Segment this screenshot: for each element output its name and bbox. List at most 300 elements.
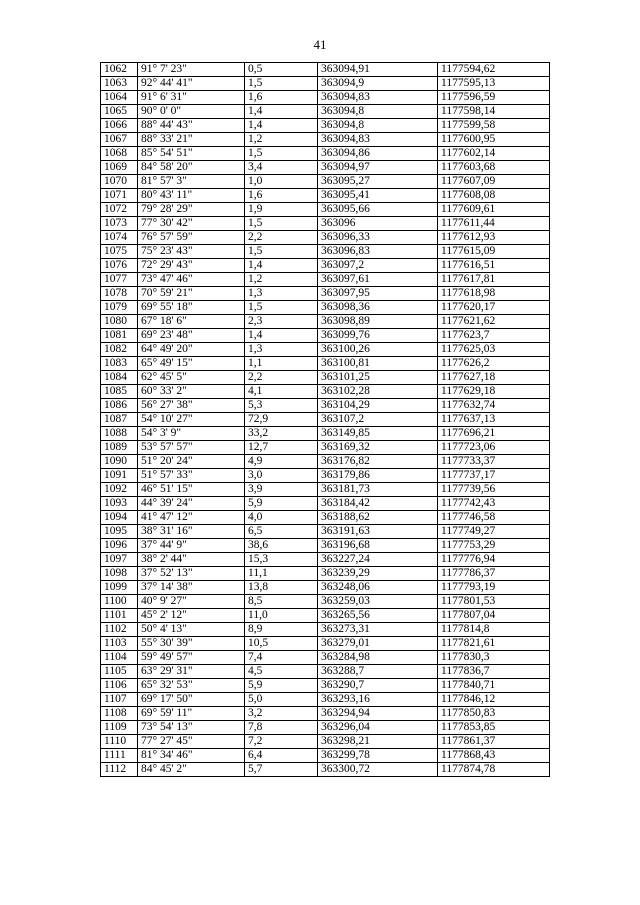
angle-cell: 45° 2' 12"	[138, 609, 245, 623]
x-coordinate-cell: 363176,82	[318, 455, 438, 469]
angle-cell: 84° 45' 2"	[138, 763, 245, 777]
distance-cell: 5,7	[245, 763, 318, 777]
point-number-cell: 1075	[101, 245, 138, 259]
distance-cell: 4,9	[245, 455, 318, 469]
angle-cell: 37° 52' 13"	[138, 567, 245, 581]
table-row	[101, 581, 550, 595]
y-coordinate-cell: 1177850,83	[438, 707, 550, 721]
distance-cell: 7,2	[245, 735, 318, 749]
angle-cell: 76° 57' 59"	[138, 231, 245, 245]
table-row	[101, 483, 550, 497]
point-number-cell: 1069	[101, 161, 138, 175]
x-coordinate-cell: 363102,28	[318, 385, 438, 399]
distance-cell: 1,5	[245, 147, 318, 161]
table-row	[101, 511, 550, 525]
table-row	[101, 455, 550, 469]
point-number-cell: 1076	[101, 259, 138, 273]
angle-cell: 50° 4' 13"	[138, 623, 245, 637]
y-coordinate-cell: 1177629,18	[438, 385, 550, 399]
angle-cell: 80° 43' 11"	[138, 189, 245, 203]
point-number-cell: 1101	[101, 609, 138, 623]
y-coordinate-cell: 1177874,78	[438, 763, 550, 777]
table-row	[101, 161, 550, 175]
point-number-cell: 1096	[101, 539, 138, 553]
angle-cell: 73° 54' 13"	[138, 721, 245, 735]
y-coordinate-cell: 1177840,71	[438, 679, 550, 693]
table-row	[101, 301, 550, 315]
distance-cell: 6,4	[245, 749, 318, 763]
x-coordinate-cell: 363107,2	[318, 413, 438, 427]
table-row	[101, 287, 550, 301]
point-number-cell: 1103	[101, 637, 138, 651]
x-coordinate-cell: 363288,7	[318, 665, 438, 679]
distance-cell: 1,5	[245, 217, 318, 231]
table-row	[101, 525, 550, 539]
y-coordinate-cell: 1177602,14	[438, 147, 550, 161]
table-row	[101, 105, 550, 119]
table-row	[101, 357, 550, 371]
point-number-cell: 1105	[101, 665, 138, 679]
x-coordinate-cell: 363196,68	[318, 539, 438, 553]
point-number-cell: 1078	[101, 287, 138, 301]
x-coordinate-cell: 363104,29	[318, 399, 438, 413]
point-number-cell: 1102	[101, 623, 138, 637]
table-row	[101, 315, 550, 329]
y-coordinate-cell: 1177609,61	[438, 203, 550, 217]
distance-cell: 72,9	[245, 413, 318, 427]
table-row	[101, 63, 550, 77]
distance-cell: 1,0	[245, 175, 318, 189]
point-number-cell: 1066	[101, 119, 138, 133]
angle-cell: 81° 57' 3"	[138, 175, 245, 189]
table-row	[101, 371, 550, 385]
table-row	[101, 385, 550, 399]
y-coordinate-cell: 1177626,2	[438, 357, 550, 371]
angle-cell: 54° 10' 27"	[138, 413, 245, 427]
table-row	[101, 441, 550, 455]
y-coordinate-cell: 1177595,13	[438, 77, 550, 91]
point-number-cell: 1111	[101, 749, 138, 763]
x-coordinate-cell: 363094,86	[318, 147, 438, 161]
y-coordinate-cell: 1177627,18	[438, 371, 550, 385]
distance-cell: 7,4	[245, 651, 318, 665]
x-coordinate-cell: 363095,27	[318, 175, 438, 189]
y-coordinate-cell: 1177611,44	[438, 217, 550, 231]
point-number-cell: 1067	[101, 133, 138, 147]
distance-cell: 11,0	[245, 609, 318, 623]
x-coordinate-cell: 363094,97	[318, 161, 438, 175]
angle-cell: 69° 55' 18"	[138, 301, 245, 315]
table-row	[101, 273, 550, 287]
y-coordinate-cell: 1177620,17	[438, 301, 550, 315]
angle-cell: 38° 2' 44"	[138, 553, 245, 567]
table-row	[101, 721, 550, 735]
point-number-cell: 1082	[101, 343, 138, 357]
y-coordinate-cell: 1177696,21	[438, 427, 550, 441]
x-coordinate-cell: 363101,25	[318, 371, 438, 385]
distance-cell: 38,6	[245, 539, 318, 553]
angle-cell: 69° 59' 11"	[138, 707, 245, 721]
table-row	[101, 707, 550, 721]
x-coordinate-cell: 363094,8	[318, 119, 438, 133]
point-number-cell: 1070	[101, 175, 138, 189]
angle-cell: 69° 17' 50"	[138, 693, 245, 707]
table-row	[101, 399, 550, 413]
table-row	[101, 427, 550, 441]
distance-cell: 10,5	[245, 637, 318, 651]
point-number-cell: 1099	[101, 581, 138, 595]
point-number-cell: 1092	[101, 483, 138, 497]
table-row	[101, 735, 550, 749]
distance-cell: 1,6	[245, 91, 318, 105]
table-row	[101, 665, 550, 679]
x-coordinate-cell: 363279,01	[318, 637, 438, 651]
distance-cell: 2,3	[245, 315, 318, 329]
table-row	[101, 91, 550, 105]
distance-cell: 4,0	[245, 511, 318, 525]
angle-cell: 79° 28' 29"	[138, 203, 245, 217]
x-coordinate-cell: 363239,29	[318, 567, 438, 581]
y-coordinate-cell: 1177846,12	[438, 693, 550, 707]
table-row	[101, 245, 550, 259]
x-coordinate-cell: 363293,16	[318, 693, 438, 707]
distance-cell: 33,2	[245, 427, 318, 441]
x-coordinate-cell: 363181,73	[318, 483, 438, 497]
table-row	[101, 259, 550, 273]
coordinates-table-body	[101, 63, 550, 777]
distance-cell: 3,0	[245, 469, 318, 483]
x-coordinate-cell: 363094,83	[318, 91, 438, 105]
distance-cell: 15,3	[245, 553, 318, 567]
y-coordinate-cell: 1177853,85	[438, 721, 550, 735]
distance-cell: 2,2	[245, 371, 318, 385]
y-coordinate-cell: 1177830,3	[438, 651, 550, 665]
point-number-cell: 1087	[101, 413, 138, 427]
distance-cell: 7,8	[245, 721, 318, 735]
angle-cell: 70° 59' 21"	[138, 287, 245, 301]
distance-cell: 3,2	[245, 707, 318, 721]
angle-cell: 77° 30' 42"	[138, 217, 245, 231]
point-number-cell: 1062	[101, 63, 138, 77]
y-coordinate-cell: 1177623,7	[438, 329, 550, 343]
angle-cell: 37° 14' 38"	[138, 581, 245, 595]
distance-cell: 12,7	[245, 441, 318, 455]
table-row	[101, 609, 550, 623]
x-coordinate-cell: 363094,8	[318, 105, 438, 119]
distance-cell: 1,2	[245, 273, 318, 287]
table-row	[101, 763, 550, 777]
x-coordinate-cell: 363184,42	[318, 497, 438, 511]
point-number-cell: 1085	[101, 385, 138, 399]
point-number-cell: 1093	[101, 497, 138, 511]
distance-cell: 8,9	[245, 623, 318, 637]
y-coordinate-cell: 1177600,95	[438, 133, 550, 147]
angle-cell: 64° 49' 20"	[138, 343, 245, 357]
distance-cell: 5,0	[245, 693, 318, 707]
y-coordinate-cell: 1177814,8	[438, 623, 550, 637]
angle-cell: 51° 20' 24"	[138, 455, 245, 469]
point-number-cell: 1071	[101, 189, 138, 203]
distance-cell: 6,5	[245, 525, 318, 539]
y-coordinate-cell: 1177625,03	[438, 343, 550, 357]
x-coordinate-cell: 363098,89	[318, 315, 438, 329]
distance-cell: 1,4	[245, 259, 318, 273]
point-number-cell: 1086	[101, 399, 138, 413]
point-number-cell: 1068	[101, 147, 138, 161]
angle-cell: 51° 57' 33"	[138, 469, 245, 483]
x-coordinate-cell: 363099,76	[318, 329, 438, 343]
table-row	[101, 651, 550, 665]
x-coordinate-cell: 363097,95	[318, 287, 438, 301]
distance-cell: 1,5	[245, 245, 318, 259]
angle-cell: 84° 58' 20"	[138, 161, 245, 175]
angle-cell: 56° 27' 38"	[138, 399, 245, 413]
y-coordinate-cell: 1177733,37	[438, 455, 550, 469]
y-coordinate-cell: 1177607,09	[438, 175, 550, 189]
angle-cell: 65° 49' 15"	[138, 357, 245, 371]
table-row	[101, 749, 550, 763]
angle-cell: 69° 23' 48"	[138, 329, 245, 343]
x-coordinate-cell: 363227,24	[318, 553, 438, 567]
x-coordinate-cell: 363298,21	[318, 735, 438, 749]
y-coordinate-cell: 1177616,51	[438, 259, 550, 273]
x-coordinate-cell: 363096,33	[318, 231, 438, 245]
point-number-cell: 1112	[101, 763, 138, 777]
distance-cell: 3,4	[245, 161, 318, 175]
y-coordinate-cell: 1177801,53	[438, 595, 550, 609]
distance-cell: 1,4	[245, 105, 318, 119]
x-coordinate-cell: 363179,86	[318, 469, 438, 483]
y-coordinate-cell: 1177742,43	[438, 497, 550, 511]
angle-cell: 65° 32' 53"	[138, 679, 245, 693]
point-number-cell: 1065	[101, 105, 138, 119]
distance-cell: 1,1	[245, 357, 318, 371]
point-number-cell: 1095	[101, 525, 138, 539]
x-coordinate-cell: 363273,31	[318, 623, 438, 637]
x-coordinate-cell: 363095,41	[318, 189, 438, 203]
point-number-cell: 1084	[101, 371, 138, 385]
coordinates-table	[100, 62, 550, 777]
table-row	[101, 679, 550, 693]
y-coordinate-cell: 1177632,74	[438, 399, 550, 413]
distance-cell: 1,3	[245, 343, 318, 357]
table-row	[101, 567, 550, 581]
table-row	[101, 637, 550, 651]
angle-cell: 85° 54' 51"	[138, 147, 245, 161]
distance-cell: 2,2	[245, 231, 318, 245]
x-coordinate-cell: 363094,9	[318, 77, 438, 91]
table-row	[101, 539, 550, 553]
angle-cell: 62° 45' 5"	[138, 371, 245, 385]
x-coordinate-cell: 363191,63	[318, 525, 438, 539]
distance-cell: 0,5	[245, 63, 318, 77]
point-number-cell: 1110	[101, 735, 138, 749]
y-coordinate-cell: 1177786,37	[438, 567, 550, 581]
y-coordinate-cell: 1177737,17	[438, 469, 550, 483]
table-row	[101, 231, 550, 245]
x-coordinate-cell: 363095,66	[318, 203, 438, 217]
angle-cell: 81° 34' 46"	[138, 749, 245, 763]
x-coordinate-cell: 363296,04	[318, 721, 438, 735]
x-coordinate-cell: 363100,26	[318, 343, 438, 357]
y-coordinate-cell: 1177746,58	[438, 511, 550, 525]
x-coordinate-cell: 363097,61	[318, 273, 438, 287]
y-coordinate-cell: 1177821,61	[438, 637, 550, 651]
y-coordinate-cell: 1177594,62	[438, 63, 550, 77]
angle-cell: 67° 18' 6"	[138, 315, 245, 329]
distance-cell: 1,6	[245, 189, 318, 203]
x-coordinate-cell: 363290,7	[318, 679, 438, 693]
distance-cell: 4,1	[245, 385, 318, 399]
point-number-cell: 1077	[101, 273, 138, 287]
table-row	[101, 119, 550, 133]
angle-cell: 59° 49' 57"	[138, 651, 245, 665]
table-row	[101, 413, 550, 427]
table-row	[101, 469, 550, 483]
angle-cell: 91° 6' 31"	[138, 91, 245, 105]
x-coordinate-cell: 363259,03	[318, 595, 438, 609]
x-coordinate-cell: 363100,81	[318, 357, 438, 371]
x-coordinate-cell: 363096	[318, 217, 438, 231]
x-coordinate-cell: 363169,32	[318, 441, 438, 455]
point-number-cell: 1064	[101, 91, 138, 105]
distance-cell: 1,5	[245, 77, 318, 91]
x-coordinate-cell: 363094,83	[318, 133, 438, 147]
x-coordinate-cell: 363300,72	[318, 763, 438, 777]
angle-cell: 55° 30' 39"	[138, 637, 245, 651]
y-coordinate-cell: 1177776,94	[438, 553, 550, 567]
x-coordinate-cell: 363094,91	[318, 63, 438, 77]
angle-cell: 73° 47' 46"	[138, 273, 245, 287]
y-coordinate-cell: 1177793,19	[438, 581, 550, 595]
table-row	[101, 147, 550, 161]
point-number-cell: 1106	[101, 679, 138, 693]
y-coordinate-cell: 1177723,06	[438, 441, 550, 455]
table-row	[101, 203, 550, 217]
angle-cell: 63° 29' 31"	[138, 665, 245, 679]
point-number-cell: 1079	[101, 301, 138, 315]
y-coordinate-cell: 1177637,13	[438, 413, 550, 427]
point-number-cell: 1107	[101, 693, 138, 707]
distance-cell: 1,9	[245, 203, 318, 217]
y-coordinate-cell: 1177861,37	[438, 735, 550, 749]
distance-cell: 8,5	[245, 595, 318, 609]
distance-cell: 1,4	[245, 119, 318, 133]
point-number-cell: 1094	[101, 511, 138, 525]
table-row	[101, 553, 550, 567]
table-row	[101, 77, 550, 91]
point-number-cell: 1074	[101, 231, 138, 245]
point-number-cell: 1088	[101, 427, 138, 441]
table-row	[101, 189, 550, 203]
distance-cell: 1,5	[245, 301, 318, 315]
y-coordinate-cell: 1177618,98	[438, 287, 550, 301]
x-coordinate-cell: 363248,06	[318, 581, 438, 595]
y-coordinate-cell: 1177739,56	[438, 483, 550, 497]
point-number-cell: 1104	[101, 651, 138, 665]
distance-cell: 5,9	[245, 497, 318, 511]
angle-cell: 53° 57' 57"	[138, 441, 245, 455]
x-coordinate-cell: 363097,2	[318, 259, 438, 273]
angle-cell: 92° 44' 41"	[138, 77, 245, 91]
y-coordinate-cell: 1177596,59	[438, 91, 550, 105]
distance-cell: 5,9	[245, 679, 318, 693]
point-number-cell: 1108	[101, 707, 138, 721]
table-row	[101, 217, 550, 231]
angle-cell: 77° 27' 45"	[138, 735, 245, 749]
point-number-cell: 1072	[101, 203, 138, 217]
table-row	[101, 175, 550, 189]
angle-cell: 46° 51' 15"	[138, 483, 245, 497]
point-number-cell: 1090	[101, 455, 138, 469]
x-coordinate-cell: 363294,94	[318, 707, 438, 721]
angle-cell: 72° 29' 43"	[138, 259, 245, 273]
distance-cell: 11,1	[245, 567, 318, 581]
table-row	[101, 595, 550, 609]
table-row	[101, 693, 550, 707]
y-coordinate-cell: 1177621,62	[438, 315, 550, 329]
angle-cell: 60° 33' 2"	[138, 385, 245, 399]
angle-cell: 91° 7' 23"	[138, 63, 245, 77]
point-number-cell: 1073	[101, 217, 138, 231]
distance-cell: 1,3	[245, 287, 318, 301]
x-coordinate-cell: 363188,62	[318, 511, 438, 525]
y-coordinate-cell: 1177598,14	[438, 105, 550, 119]
y-coordinate-cell: 1177612,93	[438, 231, 550, 245]
angle-cell: 40° 9' 27"	[138, 595, 245, 609]
table-row	[101, 623, 550, 637]
x-coordinate-cell: 363098,36	[318, 301, 438, 315]
point-number-cell: 1091	[101, 469, 138, 483]
angle-cell: 90° 0' 0"	[138, 105, 245, 119]
table-row	[101, 133, 550, 147]
y-coordinate-cell: 1177617,81	[438, 273, 550, 287]
page-number: 41	[313, 37, 327, 52]
y-coordinate-cell: 1177836,7	[438, 665, 550, 679]
angle-cell: 44° 39' 24"	[138, 497, 245, 511]
angle-cell: 54° 3' 9"	[138, 427, 245, 441]
point-number-cell: 1100	[101, 595, 138, 609]
distance-cell: 1,4	[245, 329, 318, 343]
y-coordinate-cell: 1177753,29	[438, 539, 550, 553]
angle-cell: 75° 23' 43"	[138, 245, 245, 259]
point-number-cell: 1080	[101, 315, 138, 329]
angle-cell: 88° 44' 43"	[138, 119, 245, 133]
y-coordinate-cell: 1177868,43	[438, 749, 550, 763]
x-coordinate-cell: 363299,78	[318, 749, 438, 763]
point-number-cell: 1081	[101, 329, 138, 343]
distance-cell: 13,8	[245, 581, 318, 595]
angle-cell: 41° 47' 12"	[138, 511, 245, 525]
x-coordinate-cell: 363265,56	[318, 609, 438, 623]
y-coordinate-cell: 1177603,68	[438, 161, 550, 175]
y-coordinate-cell: 1177615,09	[438, 245, 550, 259]
table-row	[101, 329, 550, 343]
angle-cell: 37° 44' 9"	[138, 539, 245, 553]
distance-cell: 3,9	[245, 483, 318, 497]
point-number-cell: 1097	[101, 553, 138, 567]
point-number-cell: 1098	[101, 567, 138, 581]
y-coordinate-cell: 1177608,08	[438, 189, 550, 203]
table-row	[101, 343, 550, 357]
distance-cell: 4,5	[245, 665, 318, 679]
point-number-cell: 1063	[101, 77, 138, 91]
y-coordinate-cell: 1177599,58	[438, 119, 550, 133]
x-coordinate-cell: 363284,98	[318, 651, 438, 665]
x-coordinate-cell: 363149,85	[318, 427, 438, 441]
distance-cell: 1,2	[245, 133, 318, 147]
point-number-cell: 1089	[101, 441, 138, 455]
